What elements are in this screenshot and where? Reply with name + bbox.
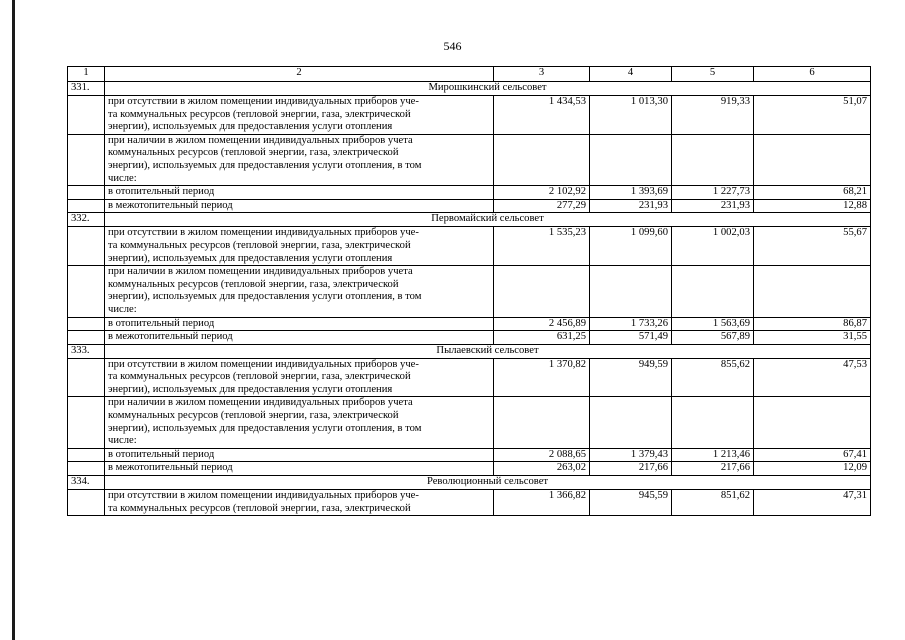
section-title: Первомайский сельсовет [105,213,871,227]
description-line: энергии), используемых для предоставления услуги отопления, в том [108,291,422,303]
value-cell: 567,89 [672,331,754,345]
value-cell: 1 393,69 [590,186,672,200]
row-number-cell [68,397,105,448]
row-description [105,266,494,317]
table-row [68,358,871,397]
description-line: при отсутствии в жилом помещении индивидуальных приборов уче- [108,490,419,502]
value-cell [754,266,871,317]
value-cell: 631,25 [494,331,590,345]
value-cell [672,397,754,448]
description-line: в отопительный период [108,317,215,329]
value-cell [590,266,672,317]
description-line: при отсутствии в жилом помещении индивидуальных приборов уче- [108,227,419,239]
value-cell [754,397,871,448]
description-line: при наличии в жилом помещении индивидуальных приборов учета [108,134,413,146]
value-cell: 949,59 [590,358,672,397]
table-row [68,227,871,266]
row-number-cell [68,96,105,135]
description-line: та коммунальных ресурсов (тепловой энергии, газа, электрической [108,108,411,120]
table-row [68,266,871,317]
description-line: та коммунальных ресурсов (тепловой энергии, газа, электрической [108,371,411,383]
table-row [68,134,871,185]
value-cell: 1 535,23 [494,227,590,266]
description-line: коммунальных ресурсов (тепловой энергии, газа, электрической [108,278,399,290]
row-description [105,317,494,331]
value-cell: 1 002,03 [672,227,754,266]
value-cell: 277,29 [494,199,590,213]
value-cell: 12,88 [754,199,871,213]
value-cell [494,397,590,448]
row-description [105,448,494,462]
value-cell: 1 013,30 [590,96,672,135]
column-header: 2 [105,67,494,82]
description-line: при наличии в жилом помещении индивидуальных приборов учета [108,397,413,409]
value-cell: 68,21 [754,186,871,200]
tariff-table [67,66,871,516]
row-description [105,134,494,185]
table-row [68,331,871,345]
column-header: 4 [590,67,672,82]
section-header-row [68,213,871,227]
column-header: 3 [494,67,590,82]
description-line: коммунальных ресурсов (тепловой энергии, газа, электрической [108,147,399,159]
value-cell [672,266,754,317]
row-description [105,490,494,516]
description-line: коммунальных ресурсов (тепловой энергии, газа, электрической [108,410,399,422]
row-number-cell [68,448,105,462]
description-line: энергии), используемых для предоставления услуги отопления, в том [108,422,422,434]
row-number-cell [68,331,105,345]
value-cell [754,134,871,185]
description-line: энергии), используемых для предоставления услуги отопления [108,383,393,395]
row-description [105,186,494,200]
scan-edge [12,0,15,640]
row-number-cell [68,134,105,185]
column-header: 5 [672,67,754,82]
description-line: при отсутствии в жилом помещении индивидуальных приборов уче- [108,358,419,370]
column-header: 1 [68,67,105,82]
row-number-cell [68,227,105,266]
value-cell [590,134,672,185]
value-cell: 12,09 [754,462,871,476]
row-description [105,227,494,266]
page-number: 546 [443,39,462,53]
value-cell: 1 733,26 [590,317,672,331]
tariff-table-body [68,67,871,516]
value-cell: 55,67 [754,227,871,266]
section-number: 331. [68,82,105,96]
section-title: Пылаевский сельсовет [105,344,871,358]
row-number-cell [68,490,105,516]
row-description [105,331,494,345]
section-header-row [68,82,871,96]
value-cell: 1 099,60 [590,227,672,266]
description-line: в межотопительный период [108,331,233,343]
row-number-cell [68,266,105,317]
description-line: при наличии в жилом помещении индивидуальных приборов учета [108,266,413,278]
table-row [68,490,871,516]
value-cell: 231,93 [590,199,672,213]
table-row [68,199,871,213]
value-cell: 31,55 [754,331,871,345]
value-cell: 67,41 [754,448,871,462]
row-description [105,96,494,135]
row-description [105,199,494,213]
value-cell [494,266,590,317]
description-line: в отопительный период [108,448,215,460]
value-cell: 571,49 [590,331,672,345]
row-description [105,397,494,448]
section-title: Мирошкинский сельсовет [105,82,871,96]
value-cell: 86,87 [754,317,871,331]
value-cell: 1 213,46 [672,448,754,462]
value-cell: 855,62 [672,358,754,397]
column-header-row [68,67,871,82]
description-line: в межотопительный период [108,462,233,474]
description-line: числе: [108,435,137,447]
value-cell [494,134,590,185]
section-number: 332. [68,213,105,227]
value-cell: 2 456,89 [494,317,590,331]
value-cell: 919,33 [672,96,754,135]
row-description [105,358,494,397]
value-cell: 51,07 [754,96,871,135]
row-description [105,462,494,476]
row-number-cell [68,317,105,331]
description-line: в межотопительный период [108,199,233,211]
row-number-cell [68,199,105,213]
section-number: 334. [68,476,105,490]
row-number-cell [68,186,105,200]
value-cell: 217,66 [590,462,672,476]
section-number: 333. [68,344,105,358]
table-row [68,317,871,331]
description-line: энергии), используемых для предоставления услуги отопления [108,252,393,264]
value-cell: 217,66 [672,462,754,476]
description-line: числе: [108,303,137,315]
table-row [68,448,871,462]
section-header-row [68,476,871,490]
value-cell: 47,31 [754,490,871,516]
table-row [68,186,871,200]
description-line: энергии), используемых для предоставления услуги отопления, в том [108,159,422,171]
description-line: числе: [108,172,137,184]
value-cell: 1 366,82 [494,490,590,516]
value-cell: 945,59 [590,490,672,516]
value-cell: 1 563,69 [672,317,754,331]
value-cell: 1 370,82 [494,358,590,397]
table-row [68,96,871,135]
value-cell: 1 227,73 [672,186,754,200]
description-line: при отсутствии в жилом помещении индивидуальных приборов уче- [108,96,419,107]
value-cell: 2 088,65 [494,448,590,462]
value-cell: 47,53 [754,358,871,397]
row-number-cell [68,462,105,476]
value-cell: 851,62 [672,490,754,516]
value-cell: 2 102,92 [494,186,590,200]
value-cell [672,134,754,185]
table-row [68,397,871,448]
value-cell: 1 379,43 [590,448,672,462]
row-number-cell [68,358,105,397]
value-cell: 231,93 [672,199,754,213]
description-line: та коммунальных ресурсов (тепловой энергии, газа, электрической [108,502,411,514]
description-line: энергии), используемых для предоставления услуги отопления [108,121,393,133]
section-title: Революционный сельсовет [105,476,871,490]
value-cell: 263,02 [494,462,590,476]
column-header: 6 [754,67,871,82]
section-header-row [68,344,871,358]
value-cell: 1 434,53 [494,96,590,135]
description-line: та коммунальных ресурсов (тепловой энергии, газа, электрической [108,239,411,251]
table-row [68,462,871,476]
value-cell [590,397,672,448]
description-line: в отопительный период [108,186,215,198]
